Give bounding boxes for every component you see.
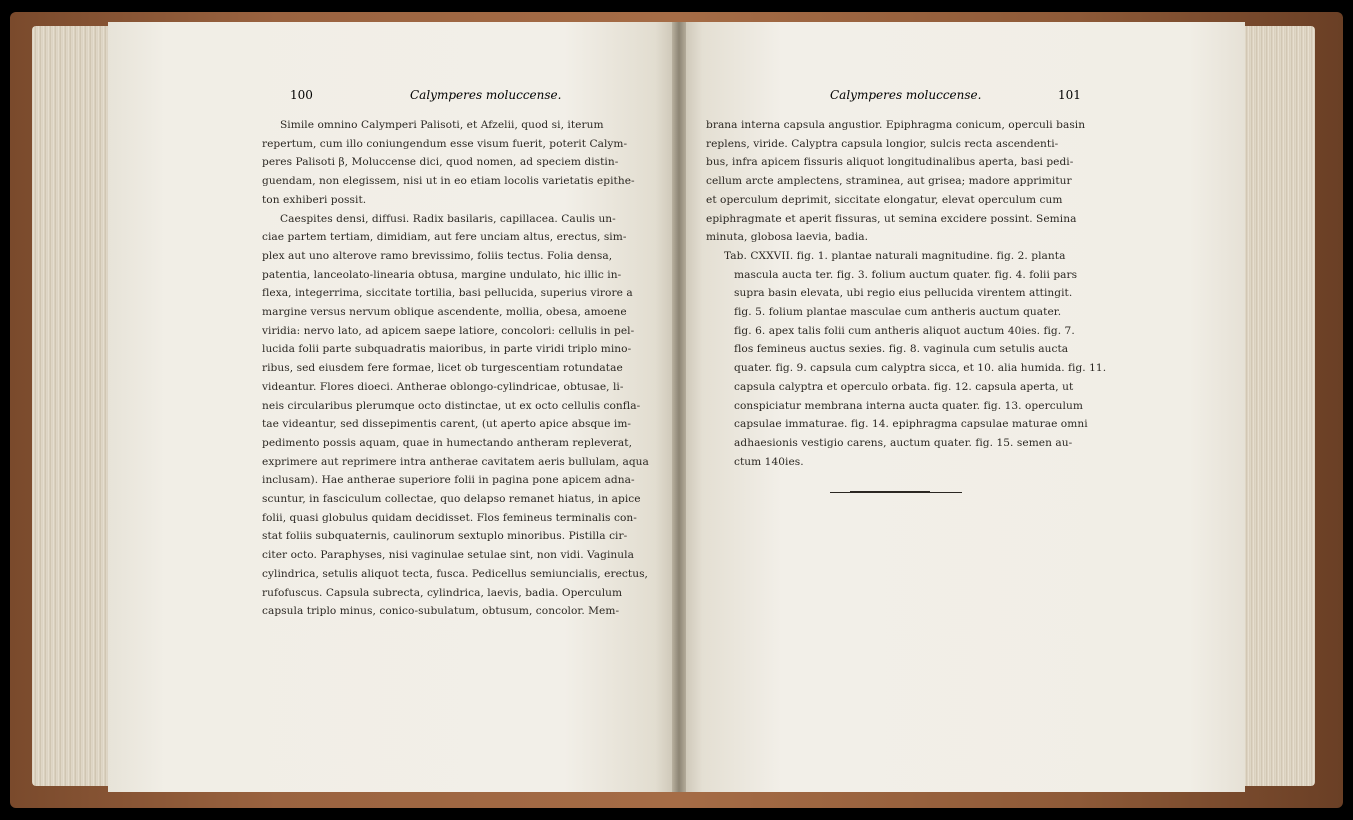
body-line: folii, quasi globulus quidam decidisset. Flos femineus terminalis con-	[262, 511, 637, 524]
body-line: lucida folii parte subquadratis maioribus, in parte viridi triplo mino-	[262, 343, 632, 356]
body-line: patentia, lanceolato-linearia obtusa, margine undulato, hic illic in-	[262, 268, 622, 281]
body-line: rufofuscus. Capsula subrecta, cylindrica, laevis, badia. Operculum	[262, 586, 623, 599]
body-line: Tab. CXXVII. fig. 1. plantae naturali magnitudine. fig. 2. planta	[724, 249, 1066, 262]
body-line: viridia: nervo lato, ad apicem saepe latiore, concolori: cellulis in pel-	[262, 324, 635, 337]
body-line: minuta, globosa laevia, badia.	[706, 231, 869, 244]
body-line: stat foliis subquaternis, caulinorum sextuplo minoribus. Pistilla cir-	[262, 530, 628, 543]
right-running-head: Calymperes moluccense.	[830, 88, 982, 102]
right-page-number: 101	[1058, 88, 1081, 102]
body-line: scuntur, in fasciculum collectae, quo delapso remanet hiatus, in apice	[262, 493, 641, 506]
body-line: quater. fig. 9. capsula cum calyptra sicca, et 10. alia humida. fig. 11.	[734, 362, 1107, 375]
body-line: repertum, cum illo coniungendum esse visum fuerit, poterit Calym-	[262, 137, 628, 150]
right-page-edges	[1235, 26, 1315, 786]
body-line: cylindrica, setulis aliquot tecta, fusca. Pedicellus semiuncialis, erectus,	[262, 567, 648, 580]
body-line: flos femineus auctus sexies. fig. 8. vaginula cum setulis aucta	[734, 343, 1069, 356]
body-line: conspiciatur membrana interna aucta quater. fig. 13. operculum	[734, 399, 1083, 412]
left-running-head: Calymperes moluccense.	[410, 88, 562, 102]
body-line: epiphragmate et aperit fissuras, ut semina excidere possint. Semina	[706, 212, 1077, 225]
body-line: plex aut uno alterove ramo brevissimo, foliis tectus. Folia densa,	[262, 249, 613, 262]
body-line: fig. 5. folium plantae masculae cum antheris auctum quater.	[734, 306, 1062, 319]
body-line: mascula aucta ter. fig. 3. folium auctum quater. fig. 4. folii pars	[734, 268, 1078, 281]
body-line: replens, viride. Calyptra capsula longior, sulcis recta ascendenti-	[706, 137, 1059, 150]
body-line: margine versus nervum oblique ascendente, mollia, obesa, amoene	[262, 306, 627, 319]
body-line: capsulae immaturae. fig. 14. epiphragma capsulae maturae omni	[734, 418, 1088, 431]
body-line: brana interna capsula angustior. Epiphragma conicum, operculi basin	[706, 119, 1086, 131]
body-line: neis circularibus plerumque octo distinctae, ut ex octo cellulis confla-	[262, 399, 641, 412]
body-line: et operculum deprimit, siccitate elongatur, elevat operculum cum	[706, 193, 1063, 206]
body-line: supra basin elevata, ubi regio eius pellucida virentem attingit.	[734, 287, 1073, 300]
body-line: pedimento possis aquam, quae in humectando antheram repleverat,	[262, 436, 633, 449]
body-line: tae videantur, sed dissepimentis carent, (ut aperto apice absque im-	[262, 418, 632, 431]
right-page-body	[706, 116, 1120, 471]
section-end-rule	[830, 492, 962, 493]
body-line: bus, infra apicem fissuris aliquot longitudinalibus aperta, basi pedi-	[706, 156, 1074, 169]
body-line: inclusam). Hae antherae superiore folii in pagina pone apicem adna-	[262, 474, 635, 487]
body-line: Simile omnino Calymperi Palisoti, et Afzelii, quod si, iterum	[280, 119, 604, 131]
body-line: citer octo. Paraphyses, nisi vaginulae setulae sint, non vidi. Vaginula	[262, 549, 634, 562]
body-line: ciae partem tertiam, dimidiam, aut fere unciam altus, erectus, sim-	[262, 231, 627, 244]
left-page-number: 100	[290, 88, 313, 102]
book-gutter	[672, 22, 686, 792]
body-line: ton exhiberi possit.	[262, 193, 367, 206]
body-line: guendam, non elegissem, nisi ut in eo etiam locolis varietatis epithe-	[262, 175, 635, 188]
body-line: ctum 140ies.	[734, 455, 804, 468]
body-line: capsula calyptra et operculo orbata. fig. 12. capsula aperta, ut	[734, 380, 1074, 393]
body-line: adhaesionis vestigio carens, auctum quater. fig. 15. semen au-	[734, 436, 1073, 449]
body-line: capsula triplo minus, conico-subulatum, obtusum, concolor. Mem-	[262, 605, 620, 618]
body-line: Caespites densi, diffusi. Radix basilaris, capillacea. Caulis un-	[280, 212, 616, 225]
body-line: videantur. Flores dioeci. Antherae oblongo-cylindricae, obtusae, li-	[262, 380, 624, 393]
body-line: exprimere aut reprimere intra antherae cavitatem aeris bullulam, aqua	[262, 455, 649, 468]
body-line: cellum arcte amplectens, straminea, aut grisea; madore apprimitur	[706, 175, 1072, 188]
body-line: ribus, sed eiusdem fere formae, licet ob turgescentiam rotundatae	[262, 362, 623, 375]
body-line: fig. 6. apex talis folii cum antheris aliquot auctum 40ies. fig. 7.	[734, 324, 1075, 337]
body-line: flexa, integerrima, siccitate tortilia, basi pellucida, superius virore a	[262, 287, 633, 300]
body-line: peres Palisoti β, Moluccense dici, quod nomen, ad speciem distin-	[262, 156, 619, 169]
left-page-body	[262, 116, 654, 621]
